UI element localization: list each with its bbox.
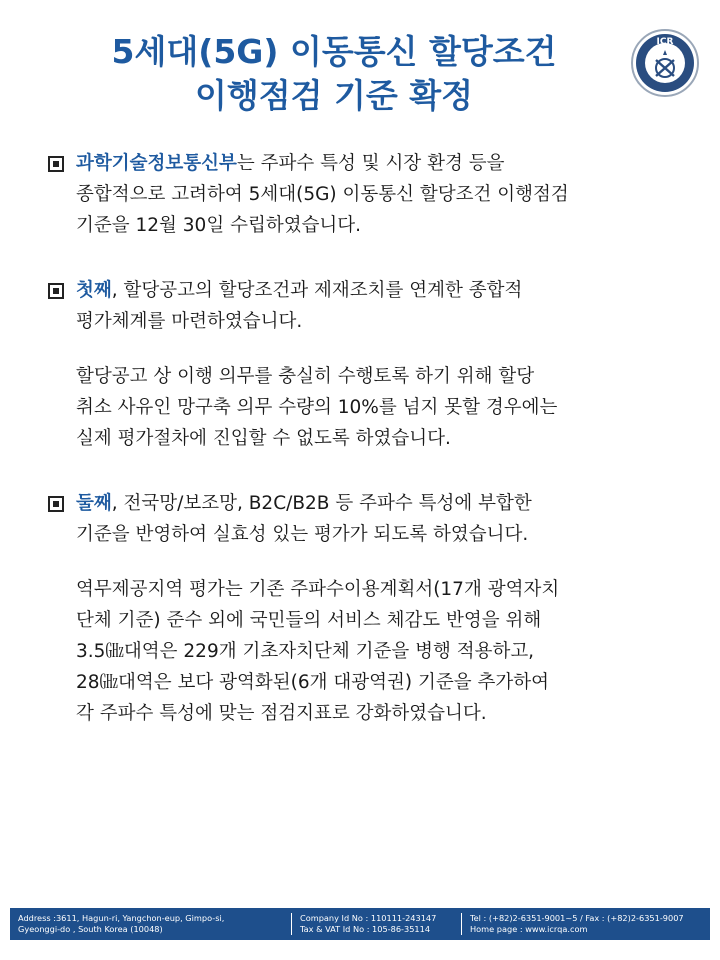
homepage-link[interactable]: Home page : www.icrqa.com [470,924,588,934]
logo-text: ICR [656,37,674,47]
section-first: 첫째, 할당공고의 할당조건과 제재조치를 연계한 종합적 평가체계를 마련하였습니다. 할당공고 상 이행 의무를 충실히 수행토록 하기 위해 할당 취소 사유인 망구축 의무 수량의 10%를 넘지 못할 경우에는 실제 평가절차에 진입할 수 없도록 하였습니다. [48,275,688,454]
square-bullet-icon [48,156,64,172]
square-bullet-icon [48,283,64,299]
page-title [40,30,628,118]
icr-seal-icon [630,28,700,98]
footer-contact: Tel : (+82)2-6351-9001~5 / Fax : (+82)2-6351-9007 Home page : www.icrqa.com [462,913,710,935]
square-bullet-icon [48,496,64,512]
footer-company-ids: Company Id No : 110111-243147 Tax & VAT Id No : 105-86-35114 [292,913,462,935]
content-body [48,148,688,729]
title-line-2: 이행점검 기준 확정 [194,76,473,115]
title-line-1: 5세대(5G) 이동통신 할당조건 [111,32,557,71]
section-second: 둘째, 전국망/보조망, B2C/B2B 등 주파수 특성에 부합한 기준을 반영하여 실효성 있는 평가가 되도록 하였습니다. 역무제공지역 평가는 기존 주파수이용계획서(17개 광역자치 단체 기준) 준수 외에 국민들의 서비스 체감도 반영을 위해 3.5㎓대역은 229개 기초자치단체 기준을 병행 적용하고, 28㎓대역은 보다 광역화된(6개 대광역권) 기준을 추가하여 각 주파수 특성에 맞는 점검지표로 강화하였습니다. [48,488,688,729]
keyword-first: 첫째 [76,280,112,301]
footer-address: Address :3611, Hagun-ri, Yangchon-eup, Gimpo-si, Gyeonggi-do , South Korea (10048) [10,913,292,935]
icr-logo [630,28,700,98]
section-intro: 과학기술정보통신부는 주파수 특성 및 시장 환경 등을 종합적으로 고려하여 5세대(5G) 이동통신 할당조건 이행점검 기준을 12월 30일 수립하였습니다. [48,148,688,241]
keyword-second: 둘째 [76,493,112,514]
keyword-ministry: 과학기술정보통신부 [76,153,237,174]
footer-bar [10,908,710,940]
